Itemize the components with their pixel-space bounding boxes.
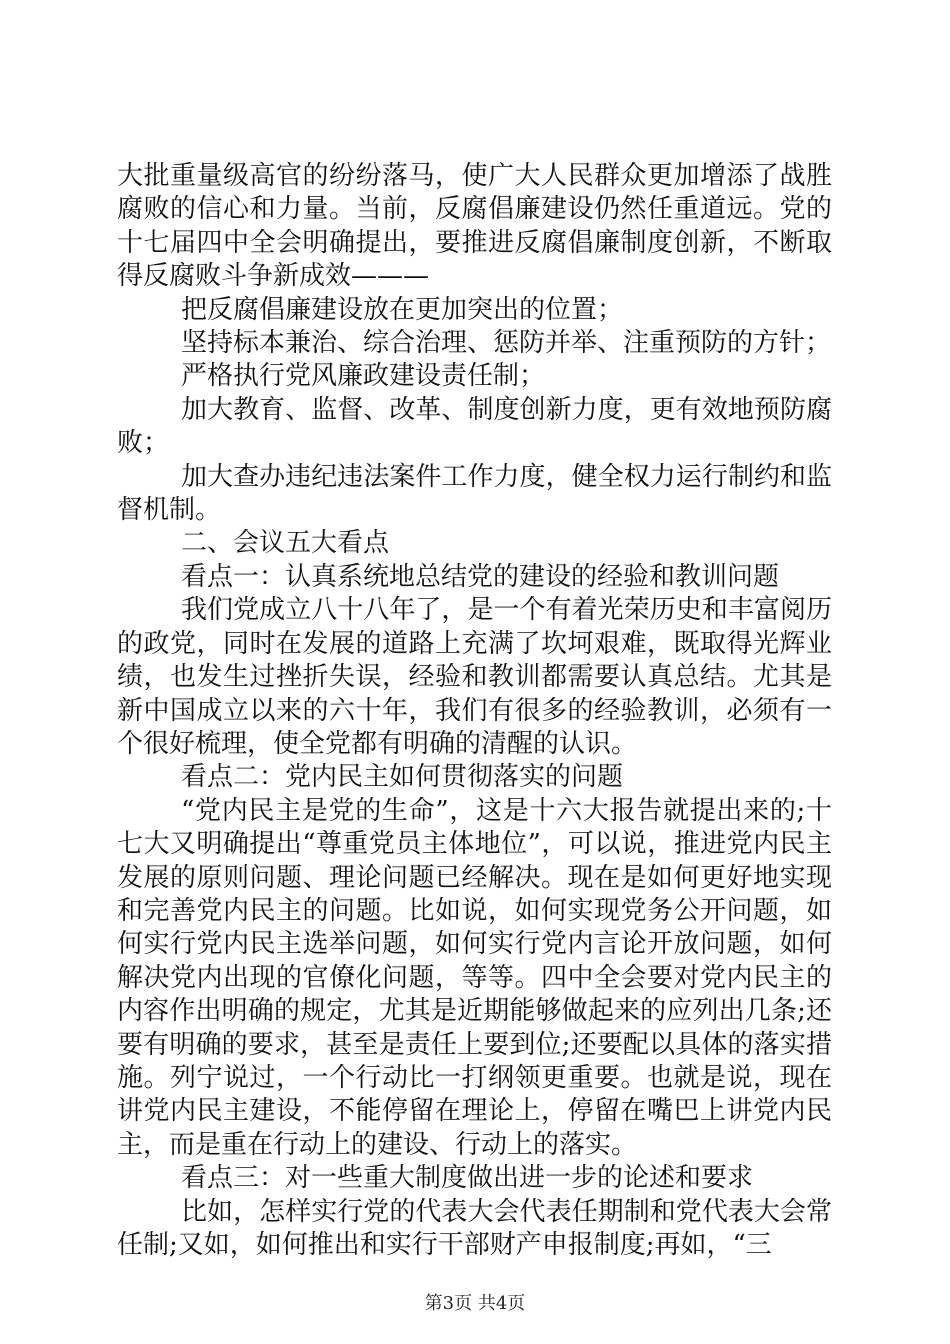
paragraph-list-item: 严格执行党风廉政建设责任制；	[181, 361, 546, 392]
subsection-heading: 看点二：党内民主如何贯彻落实的问题	[181, 762, 624, 793]
subsection-heading: 看点三：对一些重大制度做出进一步的论述和要求	[181, 1163, 754, 1194]
paragraph-list-item: 坚持标本兼治、综合治理、惩防并举、注重预防的方针；	[181, 328, 832, 359]
paragraph-list-item: 加大查办违纪违法案件工作力度，健全权力运行制约和监督机制。	[117, 461, 832, 526]
section-heading: 二、会议五大看点	[181, 528, 390, 559]
document-body	[117, 160, 832, 1262]
paragraph-continuation: 大批重量级高官的纷纷落马，使广大人民群众更加增添了战胜腐败的信心和力量。当前，反腐倡廉建设仍然任重道远。党的十七届四中全会明确提出，要推进反腐倡廉制度创新，不断取得反腐败斗争新成效———	[117, 161, 832, 292]
paragraph-list-item: 加大教育、监督、改革、制度创新力度，更有效地预防腐败；	[117, 394, 832, 459]
subsection-heading: 看点一：认真系统地总结党的建设的经验和教训问题	[181, 561, 780, 592]
paragraph-list-item: 把反腐倡廉建设放在更加突出的位置；	[181, 294, 624, 325]
page-number: 第3页 共4页	[424, 1293, 526, 1314]
paragraph: “党内民主是党的生命”，这是十六大报告就提出来的;十七大又明确提出“尊重党员主体地位”，可以说，推进党内民主发展的原则问题、理论问题已经解决。现在是如何更好地实现和完善党内民主的问题。比如说，如何实现党务公开问题，如何实行党内民主选举问题，如何实行党内言论开放问题，如何解决党内出现的官僚化问题，等等。四中全会要对党内民主的内容作出明确的规定，尤其是近期能够做起来的应列出几条;还要有明确的要求，甚至是责任上要到位;还要配以具体的落实措施。列宁说过，一个行动比一打纲领更重要。也就是说，现在讲党内民主建设，不能停留在理论上，停留在嘴巴上讲党内民主，而是重在行动上的建设、行动上的落实。	[117, 795, 832, 1160]
paragraph: 比如，怎样实行党的代表大会代表任期制和党代表大会常任制;又如，如何推出和实行干部财产申报制度;再如，“三	[117, 1196, 832, 1260]
page-footer	[0, 1293, 950, 1315]
paragraph: 我们党成立八十八年了，是一个有着光荣历史和丰富阅历的政党，同时在发展的道路上充满了坎坷艰难，既取得光辉业绩，也发生过挫折失误，经验和教训都需要认真总结。尤其是新中国成立以来的六十年，我们有很多的经验教训，必须有一个很好梳理，使全党都有明确的清醒的认识。	[117, 595, 832, 759]
